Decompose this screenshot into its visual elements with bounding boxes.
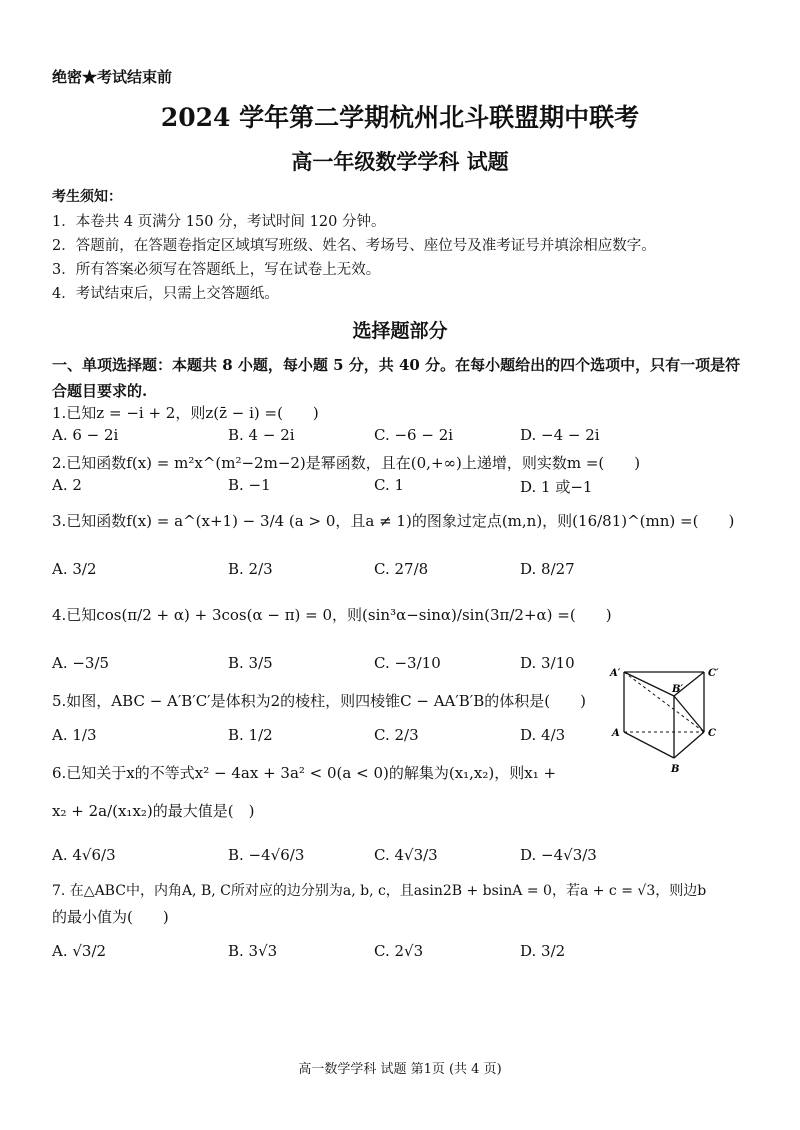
- q1-option-d: D. −4 − 2i: [520, 426, 600, 444]
- q5-option-c: C. 2/3: [374, 726, 419, 744]
- exam-title: 2024 学年第二学期杭州北斗联盟期中联考: [160, 103, 640, 132]
- q5-option-b: B. 1/2: [228, 726, 273, 744]
- note-item: 1．本卷共 4 页满分 150 分，考试时间 120 分钟。: [52, 214, 386, 230]
- q7-option-b: B. 3√3: [228, 942, 278, 960]
- q4-option-b: B. 3/5: [228, 654, 273, 672]
- q6-option-b: B. −4√6/3: [228, 846, 305, 864]
- q4-option-a: A. −3/5: [52, 654, 110, 672]
- exam-subtitle: 高一年级数学学科 试题: [291, 149, 509, 174]
- question-4-stem: 4.已知cos(π/2 + α) + 3cos(α − π) = 0，则(sin³α−sinα)/sin(3π/2+α) =( ): [52, 606, 612, 624]
- diagonal-b1-c: [674, 696, 704, 732]
- question-3-stem: 3.已知函数f(x) = a^(x+1) − 3/4 (a > 0，且a ≠ 1)的图象过定点(m,n)，则(16/81)^(mn) =( ): [52, 512, 735, 530]
- label-b: B: [671, 764, 680, 775]
- note-item: 3．所有答案必须写在答题纸上，写在试卷上无效。: [52, 262, 381, 278]
- label-b1: B′: [672, 684, 684, 695]
- section-instruction: 一、单项选择题：本题共 8 小题，每小题 5 分，共 40 分。在每小题给出的四个选项中，只有一项是符合题目要求的.: [52, 356, 741, 400]
- confidential-mark: 绝密★考试结束前: [52, 68, 173, 86]
- edge-a1-b1: [624, 672, 674, 696]
- q3-option-a: A. 3/2: [52, 560, 97, 578]
- question-2-stem: 2.已知函数f(x) = m²x^(m²−2m−2)是幂函数，且在(0,+∞)上递增，则实数m =( ): [52, 454, 641, 472]
- label-a: A: [612, 728, 620, 739]
- q1-option-b: B. 4 − 2i: [228, 426, 295, 444]
- question-7-stem-line1: 7. 在△ABC中，内角A, B, C所对应的边分别为a, b, c，且asin2B + bsinA = 0，若a + c = √3，则边b: [52, 883, 707, 899]
- q5-option-d: D. 4/3: [520, 726, 566, 744]
- q2-option-c: C. 1: [374, 476, 405, 494]
- q4-option-d: D. 3/10: [520, 654, 575, 672]
- q3-option-c: C. 27/8: [374, 560, 429, 578]
- label-a1: A′: [610, 668, 621, 679]
- q3-option-d: D. 8/27: [520, 560, 575, 578]
- q1-option-a: A. 6 − 2i: [52, 426, 119, 444]
- edge-a-b: [624, 732, 674, 758]
- q4-option-c: C. −3/10: [374, 654, 441, 672]
- q7-option-a: A. √3/2: [52, 942, 107, 960]
- q6-option-a: A. 4√6/3: [52, 846, 116, 864]
- note-item: 4．考试结束后，只需上交答题纸。: [52, 286, 279, 302]
- question-7-stem-line2: 的最小值为( ): [52, 908, 169, 926]
- section-title: 选择题部分: [352, 320, 448, 342]
- q2-option-a: A. 2: [52, 476, 82, 494]
- q1-option-c: C. −6 − 2i: [374, 426, 454, 444]
- question-6-stem-line1: 6.已知关于x的不等式x² − 4ax + 3a² < 0(a < 0)的解集为(x₁,x₂)，则x₁ +: [52, 764, 557, 782]
- note-item: 2．答题前，在答题卷指定区域填写班级、姓名、考场号、座位号及准考证号并填涂相应数字。: [52, 238, 656, 254]
- q3-option-b: B. 2/3: [228, 560, 273, 578]
- q2-option-d: D. 1 或−1: [520, 478, 593, 496]
- question-1-stem: 1.已知z = −i + 2，则z(z̄ − i) =( ): [52, 404, 319, 422]
- q6-option-c: C. 4√3/3: [374, 846, 438, 864]
- q7-option-c: C. 2√3: [374, 942, 424, 960]
- prism-figure: [600, 660, 740, 780]
- q2-option-b: B. −1: [228, 476, 271, 494]
- label-c: C: [708, 728, 716, 739]
- question-5-stem: 5.如图，ABC − A′B′C′是体积为2的棱柱，则四棱锥C − AA′B′B的体积是( ): [52, 692, 586, 710]
- question-6-stem-line2: x₂ + 2a/(x₁x₂)的最大值是( ): [52, 802, 255, 820]
- q7-option-d: D. 3/2: [520, 942, 566, 960]
- q6-option-d: D. −4√3/3: [520, 846, 597, 864]
- label-c1: C′: [708, 668, 719, 679]
- notes-heading: 考生须知：: [52, 189, 122, 205]
- q5-option-a: A. 1/3: [52, 726, 97, 744]
- page-footer: 高一数学学科 试题 第1页 (共 4 页): [298, 1062, 502, 1077]
- edge-c-b: [674, 732, 704, 758]
